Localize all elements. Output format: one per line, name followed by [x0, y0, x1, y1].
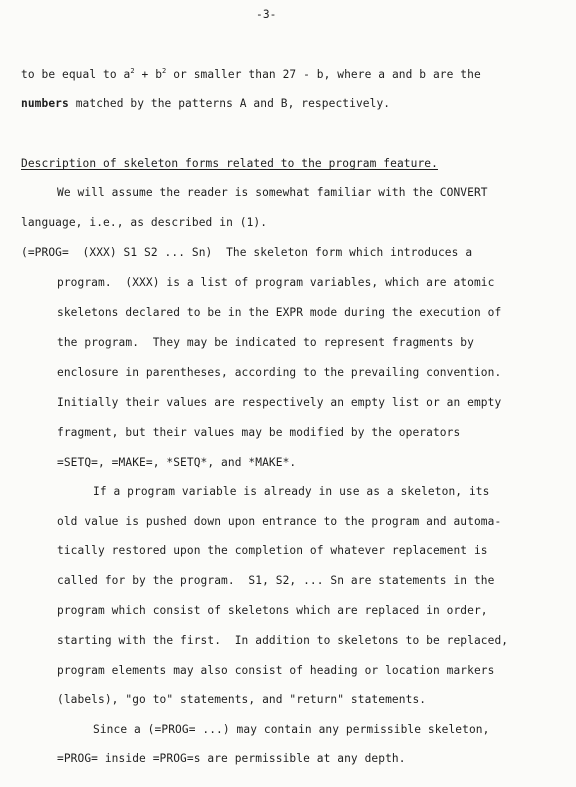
- paragraph-line: If a program variable is already in use as a skeleton, its: [93, 485, 490, 498]
- page-number: -3-: [256, 8, 277, 21]
- paragraph-line: called for by the program. S1, S2, ... Sn are statements in the: [57, 574, 495, 587]
- paragraph-line: old value is pushed down upon entrance to the program and automa-: [57, 515, 502, 528]
- definition-line: the program. They may be indicated to represent fragments by: [57, 336, 474, 349]
- paragraph-line: numbers matched by the patterns A and B, respectively.: [21, 97, 391, 110]
- paragraph-line: Since a (=PROG= ...) may contain any permissible skeleton,: [93, 723, 490, 736]
- section-heading: Description of skeleton forms related to the program feature.: [21, 157, 438, 170]
- definition-line: =SETQ=, =MAKE=, *SETQ*, and *MAKE*.: [57, 456, 297, 469]
- paragraph-line: (labels), "go to" statements, and "return" statements.: [57, 693, 427, 706]
- paragraph-line: starting with the first. In addition to skeletons to be replaced,: [57, 634, 509, 647]
- paragraph-line: =PROG= inside =PROG=s are permissible at any depth.: [57, 752, 406, 765]
- definition-line: skeletons declared to be in the EXPR mode during the execution of: [57, 306, 502, 319]
- definition-line: program. (XXX) is a list of program variables, which are atomic: [57, 276, 495, 289]
- paragraph-line: program elements may also consist of heading or location markers: [57, 664, 495, 677]
- intro-line: language, i.e., as described in (1).: [21, 216, 268, 229]
- paragraph-line: to be equal to $a^2 + b^2$ or smaller than 27 - b, where a and b are the: [21, 67, 481, 81]
- paragraph-line: program which consist of skeletons which are replaced in order,: [57, 604, 488, 617]
- definition-term-line: (=PROG= (XXX) S1 S2 ... Sn) The skeleton form which introduces a: [21, 246, 473, 259]
- definition-line: fragment, but their values may be modified by the operators: [57, 426, 461, 439]
- definition-line: enclosure in parentheses, according to the prevailing convention.: [57, 366, 502, 379]
- definition-line: Initially their values are respectively an empty list or an empty: [57, 396, 502, 409]
- intro-line: We will assume the reader is somewhat familiar with the CONVERT: [57, 186, 488, 199]
- paragraph-line: tically restored upon the completion of whatever replacement is: [57, 544, 488, 557]
- definition-term: (=PROG= (XXX) S1 S2 ... Sn): [21, 246, 213, 259]
